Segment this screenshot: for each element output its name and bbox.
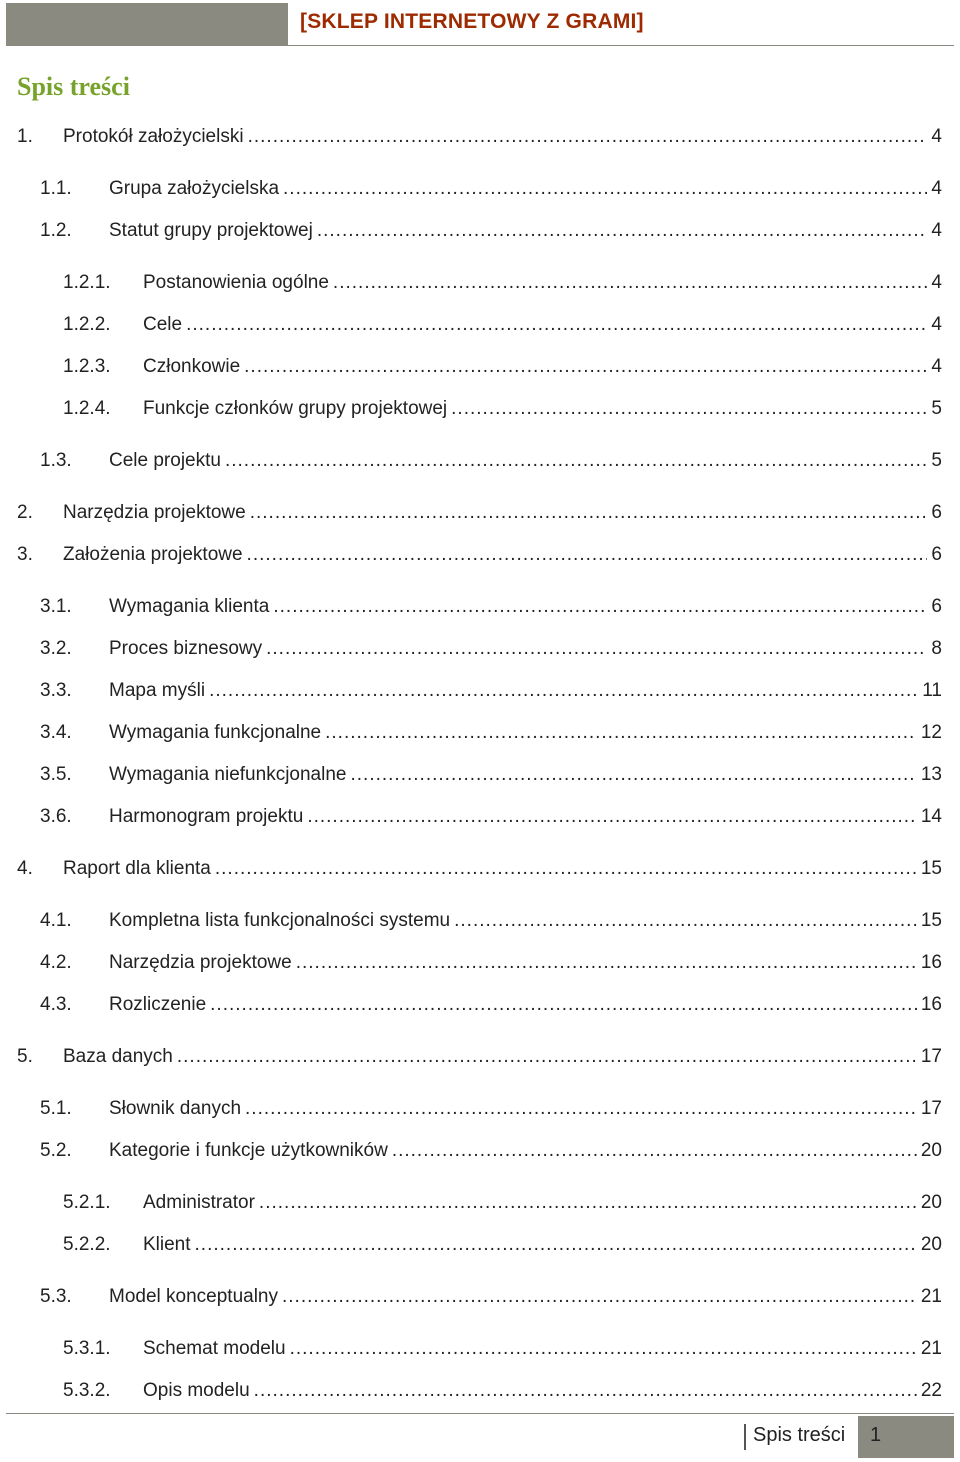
toc-entry-page: 8 (931, 638, 942, 659)
toc-entry-number: 3.4. (40, 722, 72, 743)
toc-entry[interactable] (0, 502, 942, 526)
toc-entry-title: Kompletna lista funkcjonalności systemu (109, 910, 451, 931)
toc-entry[interactable] (0, 178, 942, 202)
toc-entry-page: 16 (920, 952, 942, 973)
toc-entry-number: 5.2.1. (63, 1192, 111, 1213)
toc-entry[interactable] (0, 1234, 942, 1258)
toc-entry-title: Opis modelu (143, 1380, 250, 1401)
toc-entry-number: 4.2. (40, 952, 72, 973)
toc-entry-page: 4 (931, 356, 942, 377)
toc-entry-number: 4.3. (40, 994, 72, 1015)
toc-dot-leader (307, 806, 917, 828)
toc-dot-leader (266, 638, 927, 660)
toc-entry-page: 6 (931, 596, 942, 617)
toc-entry-page: 17 (920, 1098, 942, 1119)
toc-entry-number: 1.2.2. (63, 314, 111, 335)
toc-entry-title: Wymagania funkcjonalne (109, 722, 322, 743)
toc-dot-leader (333, 272, 928, 294)
toc-entry[interactable] (0, 220, 942, 244)
toc-entry[interactable] (0, 356, 942, 380)
toc-entry[interactable] (0, 398, 942, 422)
header-accent-bar (6, 3, 288, 45)
toc-entry-title: Założenia projektowe (63, 544, 243, 565)
toc-dot-leader (245, 1098, 917, 1120)
toc-entry-title: Protokół założycielski (63, 126, 244, 147)
toc-entry-page: 17 (920, 1046, 942, 1067)
toc-entry-page: 21 (920, 1286, 942, 1307)
toc-entry-page: 6 (931, 502, 942, 523)
toc-entry-number: 3.3. (40, 680, 72, 701)
toc-entry-number: 2. (17, 502, 33, 523)
toc-dot-leader (248, 126, 928, 148)
toc-entry-page: 12 (920, 722, 942, 743)
footer-separator (744, 1424, 746, 1450)
toc-entry-page: 16 (920, 994, 942, 1015)
toc-dot-leader (392, 1140, 917, 1162)
toc-entry[interactable] (0, 1338, 942, 1362)
toc-entry-title: Model konceptualny (109, 1286, 278, 1307)
toc-entry-page: 4 (931, 178, 942, 199)
toc-dot-leader (273, 596, 927, 618)
toc-entry-number: 5.2. (40, 1140, 72, 1161)
toc-entry[interactable] (0, 680, 942, 704)
toc-entry-title: Raport dla klienta (63, 858, 211, 879)
toc-dot-leader (454, 910, 917, 932)
toc-dot-leader (254, 1380, 917, 1402)
toc-dot-leader (210, 994, 917, 1016)
toc-entry-title: Narzędzia projektowe (63, 502, 246, 523)
toc-entry-title: Wymagania klienta (109, 596, 270, 617)
toc-entry-page: 4 (931, 314, 942, 335)
toc-entry-title: Cele projektu (109, 450, 221, 471)
toc-entry[interactable] (0, 1380, 942, 1404)
toc-entry-number: 1.1. (40, 178, 72, 199)
toc-entry-page: 5 (931, 398, 942, 419)
toc-entry-number: 1.2.1. (63, 272, 111, 293)
toc-dot-leader (282, 1286, 917, 1308)
toc-entry-page: 20 (920, 1192, 942, 1213)
toc-entry-number: 1.3. (40, 450, 72, 471)
toc-entry[interactable] (0, 994, 942, 1018)
toc-entry-number: 3.2. (40, 638, 72, 659)
toc-entry-title: Proces biznesowy (109, 638, 263, 659)
toc-entry-title: Rozliczenie (109, 994, 207, 1015)
toc-entry-page: 4 (931, 272, 942, 293)
toc-entry[interactable] (0, 764, 942, 788)
toc-entry-page: 4 (931, 220, 942, 241)
toc-entry[interactable] (0, 952, 942, 976)
toc-entry-title: Członkowie (143, 356, 241, 377)
toc-dot-leader (325, 722, 917, 744)
toc-entry[interactable] (0, 638, 942, 662)
toc-entry-page: 6 (931, 544, 942, 565)
toc-entry-number: 5.3. (40, 1286, 72, 1307)
toc-entry-number: 5.3.1. (63, 1338, 111, 1359)
toc-entry-title: Klient (143, 1234, 191, 1255)
toc-entry[interactable] (0, 126, 942, 150)
toc-dot-leader (451, 398, 927, 420)
toc-entry[interactable] (0, 272, 942, 296)
toc-dot-leader (195, 1234, 917, 1256)
toc-entry-title: Administrator (143, 1192, 255, 1213)
toc-entry-page: 13 (920, 764, 942, 785)
toc-entry-title: Statut grupy projektowej (109, 220, 313, 241)
toc-entry-page: 20 (920, 1234, 942, 1255)
toc-entry-number: 1.2.4. (63, 398, 111, 419)
toc-entry-page: 11 (922, 680, 942, 701)
toc-entry-title: Narzędzia projektowe (109, 952, 292, 973)
footer-page-number: 1 (870, 1424, 882, 1446)
toc-dot-leader (259, 1192, 917, 1214)
toc-entry-page: 4 (931, 126, 942, 147)
toc-entry[interactable] (0, 1098, 942, 1122)
toc-entry-title: Słownik danych (109, 1098, 242, 1119)
toc-heading: Spis treści (17, 72, 130, 101)
footer-rule (6, 1413, 954, 1414)
toc-entry[interactable] (0, 544, 942, 568)
toc-entry-title: Postanowienia ogólne (143, 272, 329, 293)
toc-entry-number: 3.1. (40, 596, 72, 617)
toc-dot-leader (186, 314, 927, 336)
toc-entry-number: 5.1. (40, 1098, 72, 1119)
toc-dot-leader (244, 356, 927, 378)
toc-entry-number: 3.6. (40, 806, 72, 827)
toc-entry[interactable] (0, 1140, 942, 1164)
toc-dot-leader (350, 764, 916, 786)
toc-entry-title: Funkcje członków grupy projektowej (143, 398, 448, 419)
toc-entry-page: 14 (920, 806, 942, 827)
toc-entry-number: 3. (17, 544, 33, 565)
toc-entry-page: 15 (920, 910, 942, 931)
toc-entry[interactable] (0, 596, 942, 620)
toc-entry-number: 1.2. (40, 220, 72, 241)
toc-entry-number: 1.2.3. (63, 356, 111, 377)
toc-entry-title: Grupa założycielska (109, 178, 280, 199)
toc-dot-leader (247, 544, 928, 566)
toc-entry-number: 5.3.2. (63, 1380, 111, 1401)
toc-entry-page: 22 (920, 1380, 942, 1401)
toc-dot-leader (177, 1046, 917, 1068)
toc-entry[interactable] (0, 1286, 942, 1310)
toc-entry-title: Mapa myśli (109, 680, 206, 701)
toc-dot-leader (225, 450, 927, 472)
toc-entry-page: 21 (920, 1338, 942, 1359)
toc-dot-leader (209, 680, 918, 702)
toc-dot-leader (296, 952, 917, 974)
toc-entry[interactable] (0, 858, 942, 882)
toc-entry-number: 4.1. (40, 910, 72, 931)
toc-entry[interactable] (0, 1192, 942, 1216)
toc-entry-title: Harmonogram projektu (109, 806, 304, 827)
document-header-title: [SKLEP INTERNETOWY Z GRAMI] (300, 10, 644, 33)
toc-entry-title: Schemat modelu (143, 1338, 286, 1359)
toc-entry[interactable] (0, 910, 942, 934)
footer-section-label: Spis treści (753, 1424, 846, 1446)
toc-entry[interactable] (0, 1046, 942, 1070)
toc-entry-number: 4. (17, 858, 33, 879)
toc-entry-number: 1. (17, 126, 33, 147)
toc-entry-page: 20 (920, 1140, 942, 1161)
toc-entry[interactable] (0, 806, 942, 830)
toc-entry-number: 3.5. (40, 764, 72, 785)
toc-entry-title: Baza danych (63, 1046, 173, 1067)
toc-entry-title: Kategorie i funkcje użytkowników (109, 1140, 388, 1161)
toc-entry-number: 5.2.2. (63, 1234, 111, 1255)
header-rule (6, 45, 954, 46)
toc-dot-leader (317, 220, 928, 242)
toc-entry[interactable] (0, 450, 942, 474)
toc-entry-title: Cele (143, 314, 183, 335)
toc-dot-leader (283, 178, 927, 200)
toc-entry-title: Wymagania niefunkcjonalne (109, 764, 347, 785)
toc-entry-page: 15 (920, 858, 942, 879)
toc-entry[interactable] (0, 314, 942, 338)
toc-dot-leader (290, 1338, 917, 1360)
toc-dot-leader (250, 502, 928, 524)
toc-dot-leader (215, 858, 917, 880)
toc-entry-number: 5. (17, 1046, 33, 1067)
toc-entry[interactable] (0, 722, 942, 746)
toc-entry-page: 5 (931, 450, 942, 471)
